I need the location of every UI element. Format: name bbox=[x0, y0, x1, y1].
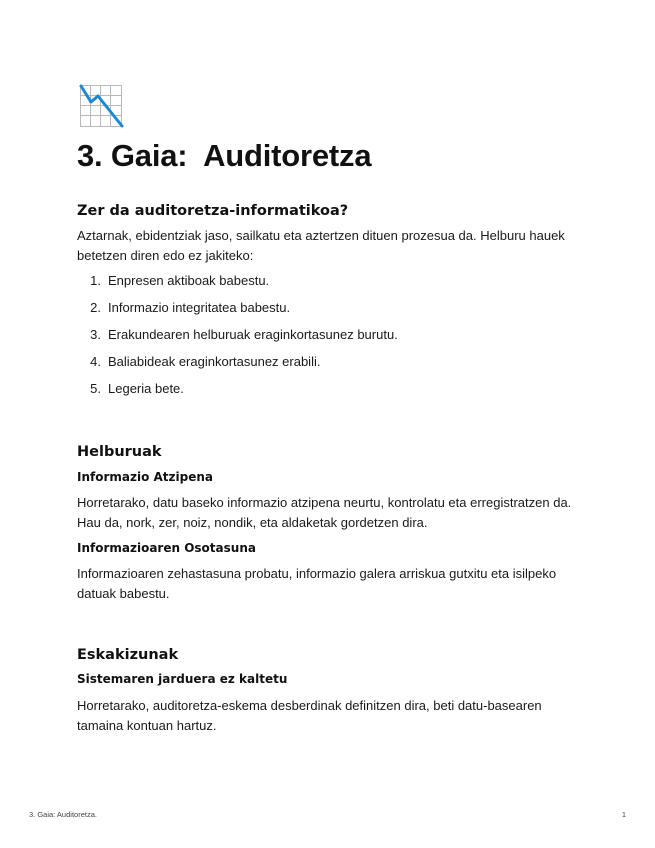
paragraph-system-activity: Horretarako, auditoretza-eskema desberdinak definitzen dira, beti datu-basearen tamaina kontuan hartuz. bbox=[77, 698, 542, 733]
list-item-number: 1. bbox=[90, 273, 101, 288]
page-number: 1 bbox=[621, 810, 626, 819]
list-item bbox=[77, 298, 398, 325]
paragraph-information-access: Horretarako, datu baseko informazio atzipena neurtu, kontrolatu eta erregistratzen da. Hau da, nork, zer, noiz, nondik, eta aldaketak gordetzen dira. bbox=[77, 495, 572, 530]
paragraph-information-integrity: Informazioaren zehastasuna probatu, informazio galera arriskua gutxitu eta isilpeko datuak babestu. bbox=[77, 566, 557, 601]
footer-chapter-label: 3. Gaia: Auditoretza. bbox=[29, 810, 97, 819]
chart-decreasing-icon bbox=[78, 84, 124, 128]
list-item-number: 3. bbox=[90, 327, 101, 342]
section-heading-goals: Helburuak bbox=[77, 444, 162, 460]
list-item-number: 5. bbox=[90, 381, 101, 396]
list-item-number: 4. bbox=[90, 354, 101, 369]
list-item bbox=[77, 271, 398, 298]
section-heading-requirements: Eskakizunak bbox=[77, 647, 179, 663]
list-item-text: Erakundearen helburuak eraginkortasunez burutu. bbox=[108, 327, 398, 342]
objectives-list bbox=[77, 271, 398, 406]
section-intro-paragraph: Aztarnak, ebidentziak jaso, sailkatu eta aztertzen dituen prozesua da. Helburu hauek betetzen diren edo ez jakiteko: bbox=[77, 228, 565, 263]
list-item-text: Baliabideak eraginkortasunez erabili. bbox=[108, 354, 321, 369]
list-item-text: Informazio integritatea babestu. bbox=[108, 300, 291, 315]
list-item bbox=[77, 379, 398, 406]
list-item bbox=[77, 325, 398, 352]
page-title: 3. Gaia: Auditoretza bbox=[77, 138, 372, 173]
list-item bbox=[77, 352, 398, 379]
subheading-information-access: Informazio Atzipena bbox=[77, 470, 214, 484]
section-heading-what-is-audit: Zer da auditoretza-informatikoa? bbox=[77, 203, 349, 219]
list-item-text: Legeria bete. bbox=[108, 381, 184, 396]
list-item-number: 2. bbox=[90, 300, 101, 315]
subheading-information-integrity: Informazioaren Osotasuna bbox=[77, 541, 256, 555]
list-item-text: Enpresen aktiboak babestu. bbox=[108, 273, 270, 288]
subheading-system-activity: Sistemaren jarduera ez kaltetu bbox=[77, 672, 288, 686]
